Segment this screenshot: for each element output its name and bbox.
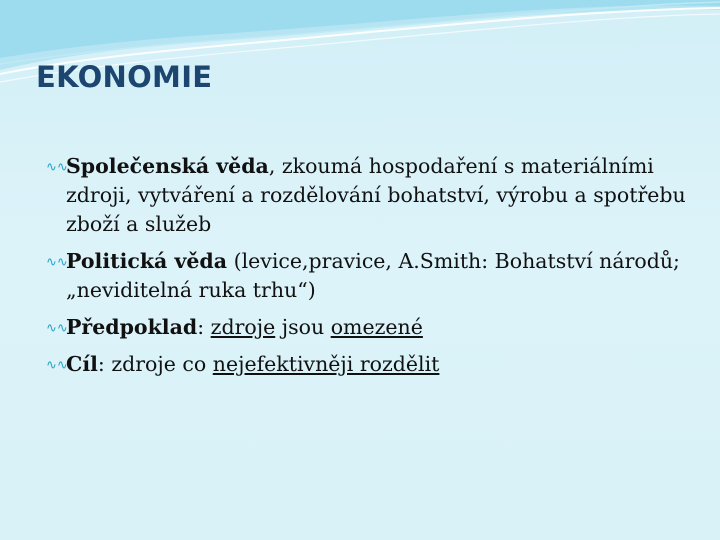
bullet-list bbox=[46, 152, 696, 387]
underlined-phrase-nejefektivneji-rozdelit: nejefektivněji rozdělit bbox=[212, 352, 440, 376]
bullet-item-cil bbox=[46, 350, 696, 379]
wave-bullet-icon: ∿∿ bbox=[46, 358, 68, 373]
bullet-term: Cíl bbox=[66, 352, 98, 376]
underlined-word-omezene: omezené bbox=[330, 315, 423, 339]
bullet-term: Politická věda bbox=[66, 249, 228, 273]
wave-bullet-icon: ∿∿ bbox=[46, 321, 68, 336]
bullet-item-spolecenska-veda bbox=[46, 152, 696, 239]
wave-bullet-icon: ∿∿ bbox=[46, 255, 68, 270]
bullet-text: : zdroje co bbox=[97, 352, 213, 376]
bullet-text: jsou bbox=[275, 315, 331, 339]
bullet-item-predpoklad bbox=[46, 313, 696, 342]
bullet-item-politicka-veda bbox=[46, 247, 696, 305]
bullet-term: Společenská věda bbox=[66, 154, 269, 178]
slide-title: EKONOMIE bbox=[36, 60, 213, 94]
bullet-text: (levice,pravice, A.Smith: Bohatství národů; „neviditelná ruka trhu“) bbox=[66, 249, 680, 302]
bullet-text: : bbox=[197, 315, 211, 339]
bullet-term: Předpoklad bbox=[66, 315, 198, 339]
underlined-word-zdroje: zdroje bbox=[210, 315, 276, 339]
bullet-text: , zkoumá hospodaření s materiálními zdroji, vytváření a rozdělování bohatství, výrobu a spotřebu zboží a služeb bbox=[66, 154, 686, 236]
wave-bullet-icon: ∿∿ bbox=[46, 160, 68, 175]
